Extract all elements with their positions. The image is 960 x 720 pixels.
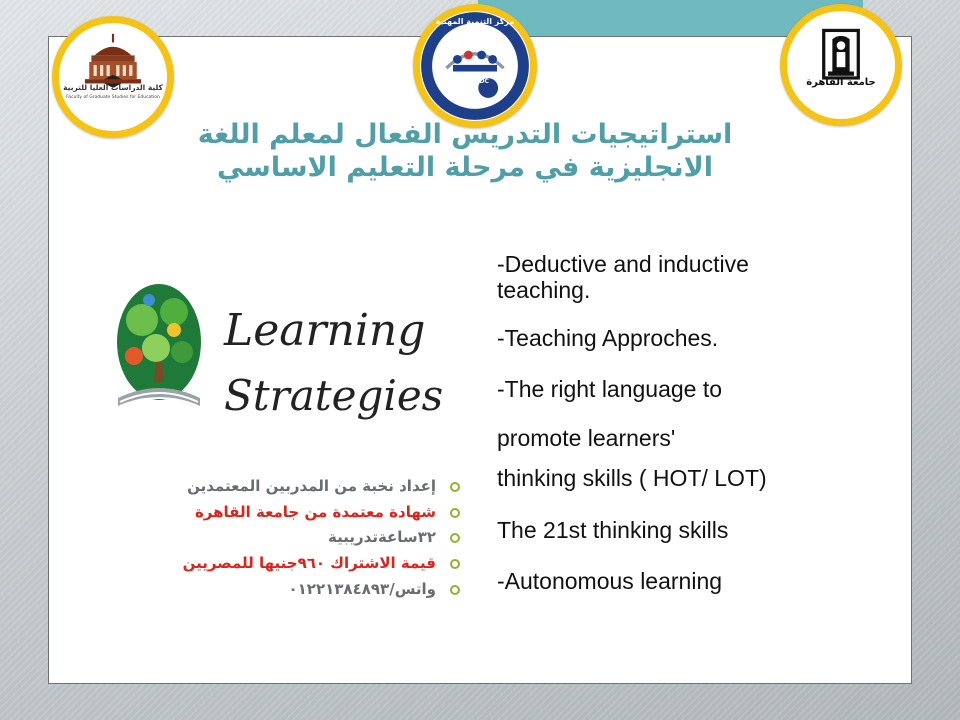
info-item-text: شهادة معتمدة من جامعة القاهرة <box>194 503 436 521</box>
strategies-word: Strategies <box>224 371 444 420</box>
slide-title-line-2: الانجليزية في مرحلة التعليم الاساسي <box>216 152 714 183</box>
bullet-circle-icon <box>450 533 460 543</box>
info-item-text: واتس/٠١٢٢١٣٨٤٨٩٣ <box>288 580 436 598</box>
slide-title-line-1: استراتيجيات التدريس الفعال لمعلم اللغة <box>197 119 733 150</box>
info-item <box>328 528 460 546</box>
info-item-text: ٣٢ساعةتدريبية <box>328 528 436 546</box>
bullet-circle-icon <box>450 585 460 595</box>
topic-line: The 21st thinking skills <box>497 517 729 543</box>
bullet-circle-icon <box>450 482 460 492</box>
faculty-logo-subtext: Faculty of Graduate Studies for Education <box>66 95 160 100</box>
learning-strategies-tree-book-icon <box>104 270 444 455</box>
tpdc-logo-badge <box>413 4 537 128</box>
info-item <box>187 477 460 495</box>
info-item-text: قيمة الاشتراك ٩٦٠جنيها للمصريين <box>182 554 436 572</box>
topic-line: -Autonomous learning <box>497 568 723 594</box>
cairo-university-logo-badge <box>780 4 902 126</box>
learning-strategies-image <box>104 270 444 455</box>
bullet-circle-icon <box>450 559 460 569</box>
learning-word: Learning <box>224 305 426 356</box>
cairo-university-logo-icon <box>787 11 895 119</box>
info-item-text: إعداد نخبة من المدربين المعتمدين <box>187 477 436 495</box>
slide-title <box>150 118 780 184</box>
topic-line: -Teaching Approches. <box>497 325 719 351</box>
topic-line: -Deductive and inductive <box>497 251 749 277</box>
faculty-logo-text: كلية الدراسات العليا للتربية <box>63 83 163 92</box>
info-item <box>289 580 461 598</box>
tpdc-logo-icon <box>420 11 530 121</box>
cairo-university-logo-text: جامعة القاهرة <box>806 77 876 88</box>
tpdc-logo-acronym: TPDC <box>471 78 489 85</box>
bullet-circle-icon <box>450 508 460 518</box>
topic-line: thinking skills ( HOT/ LOT) <box>497 465 767 491</box>
topic-line: -The right language to <box>497 376 723 402</box>
topic-line: teaching. <box>497 277 591 303</box>
info-item <box>183 554 460 572</box>
info-item <box>195 503 460 521</box>
tpdc-logo-arc-text: مركز التنمية المهنية <box>435 17 515 26</box>
topic-line: promote learners' <box>497 425 676 451</box>
faculty-graduate-studies-education-logo-icon <box>59 23 167 131</box>
